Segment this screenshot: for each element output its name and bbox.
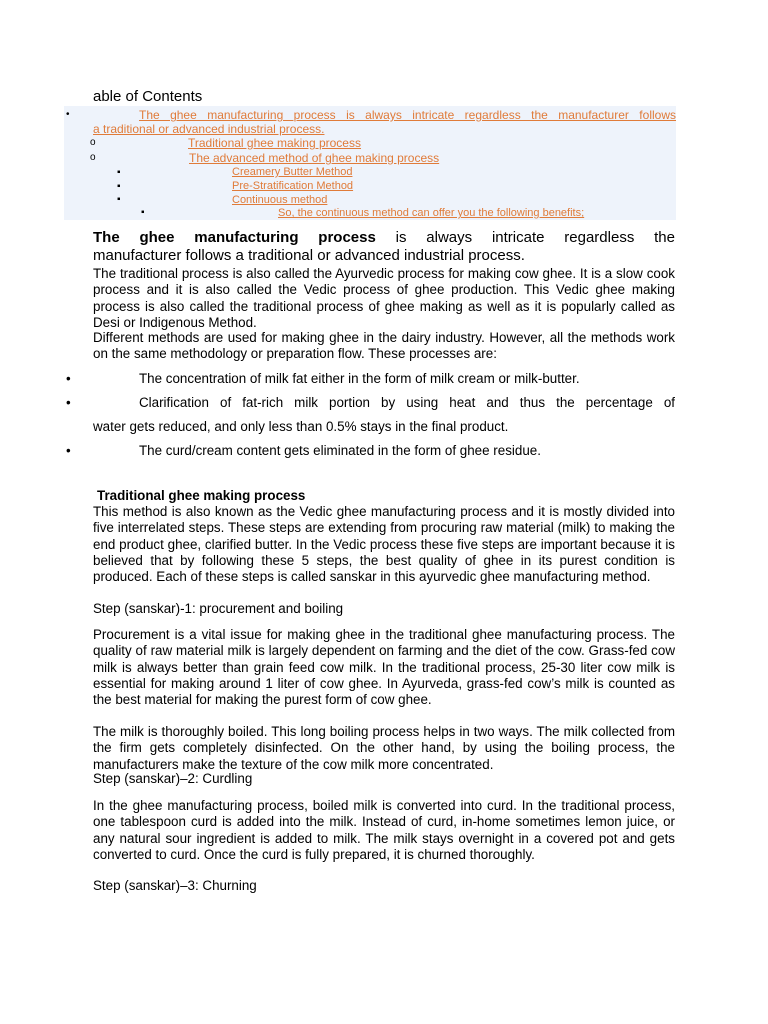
toc-bullet: ▪ <box>117 181 121 192</box>
paragraph: In the ghee manufacturing process, boiled milk is converted into curd. In the traditional process, one tablespoon curd is added into the milk. Instead of curd, in-home sometimes lemon juice, or any natural sour ingredient is added to milk. The milk stays overnight in a covered pot and gets converted to curd. Once the curd is fully prepared, it is churned thoroughly. <box>93 798 675 862</box>
step-heading: Step (sanskar)–3: Churning <box>93 878 257 893</box>
toc-entry <box>64 166 676 180</box>
toc-entry <box>64 106 676 136</box>
toc-link-continuous[interactable]: Continuous method <box>232 194 328 206</box>
section-heading <box>93 229 675 247</box>
toc-entry <box>64 180 676 194</box>
step-heading: Step (sanskar)-1: procurement and boiling <box>93 601 344 616</box>
list-item-text-cont: water gets reduced, and only less than 0.5% stays in the final product. <box>93 419 509 434</box>
toc-title: able of Contents <box>93 88 203 105</box>
toc-entry <box>64 151 676 166</box>
step-heading: Step (sanskar)–2: Curdling <box>93 771 253 786</box>
toc-link-advanced[interactable]: The advanced method of ghee making process <box>189 151 440 165</box>
paragraph: This method is also known as the Vedic ghee manufacturing process and it is mostly divided into five interrelated steps. These steps are extending from procuring raw material (milk) to making the end product ghee, clarified butter. In the Vedic process these five steps are important because it is believed that by following these 5 steps, the best quality of ghee in its purest condition is produced. Each of these steps is called sanskar in this ayurvedic ghee manufacturing method. <box>93 504 675 585</box>
toc-bullet: • <box>66 109 70 120</box>
list-item-text: The curd/cream content gets eliminated in the form of ghee residue. <box>139 443 541 458</box>
toc-bullet: o <box>90 152 96 163</box>
bullet-icon: • <box>66 395 71 410</box>
toc-bullet: ▪ <box>117 194 121 205</box>
toc-bullet: ▪ <box>117 167 121 178</box>
toc-link-continuous-benefits[interactable]: So, the continuous method can offer you the following benefits; <box>278 207 585 219</box>
toc-entry <box>64 207 676 220</box>
section-heading-line2: manufacturer follows a traditional or advanced industrial process. <box>93 247 525 264</box>
bullet-icon: • <box>66 443 71 458</box>
list-item <box>66 391 675 439</box>
section-heading-rest: is always intricate regardless the <box>375 229 675 246</box>
toc-entry <box>64 194 676 207</box>
toc-bullet: ▪ <box>141 207 145 218</box>
subsection-heading: Traditional ghee making process <box>97 488 306 503</box>
list-item <box>66 367 675 391</box>
section-heading-bold: The ghee manufacturing process <box>93 229 376 246</box>
table-of-contents <box>64 106 676 219</box>
list-item-text: Clarification of fat-rich milk portion by using heat and thus the percentage of <box>139 395 675 410</box>
paragraph: The milk is thoroughly boiled. This long boiling process helps in two ways. The milk collected from the firm gets completely disinfected. On the other hand, by using the boiling process, the manufacturers make the texture of the cow milk more concentrated. <box>93 724 675 772</box>
toc-bullet: o <box>90 137 96 148</box>
toc-link-creamery[interactable]: Creamery Butter Method <box>232 166 353 178</box>
paragraph: Procurement is a vital issue for making ghee in the traditional ghee manufacturing process. The quality of raw material milk is largely dependent on farming and the diet of the cow. Grass-fed cow milk is always better than grain feed cow milk. In the traditional process, 25-30 liter cow milk is essential for making around 1 liter of cow ghee. In Ayurveda, grass-fed cow’s milk is counted as the best material for making the purest form of cow ghee. <box>93 627 675 708</box>
toc-entry <box>64 136 676 151</box>
list-item-text: The concentration of milk fat either in the form of milk cream or milk-butter. <box>139 371 580 386</box>
toc-link-ghee-process-cont[interactable]: a traditional or advanced industrial process. <box>93 122 325 136</box>
toc-link-pre-stratification[interactable]: Pre-Stratification Method <box>232 180 354 192</box>
list-item <box>66 439 675 463</box>
toc-link-traditional[interactable]: Traditional ghee making process <box>188 136 361 150</box>
paragraph: The traditional process is also called the Ayurvedic process for making cow ghee. It is a slow cook process and it is also called the Vedic process of ghee production. This Vedic ghee making process is also called the traditional process of ghee making as well as it is popularly called as Desi or Indigenous Method. <box>93 266 675 330</box>
bullet-icon: • <box>66 371 71 386</box>
paragraph: Different methods are used for making ghee in the dairy industry. However, all the methods work on the same methodology or preparation flow. These processes are: <box>93 330 675 362</box>
toc-link-ghee-process[interactable]: The ghee manufacturing process is always intricate regardless the manufacturer follows <box>139 108 676 122</box>
